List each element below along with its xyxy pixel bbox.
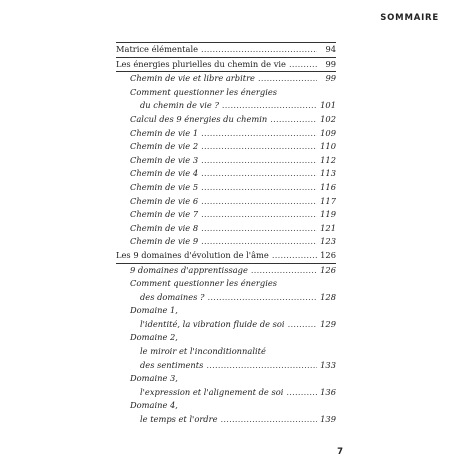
toc-entry-label: Chemin de vie 9 xyxy=(130,236,199,247)
dot-leader xyxy=(289,58,317,72)
dot-leader xyxy=(201,181,317,195)
toc-entry[interactable] xyxy=(116,86,336,100)
toc-entry-page: 128 xyxy=(320,291,336,302)
dot-leader xyxy=(288,318,317,332)
dot-leader xyxy=(201,235,317,249)
toc-entry-label: du chemin de vie ? xyxy=(140,100,219,111)
toc-entry-page: 117 xyxy=(320,195,336,206)
toc-entry[interactable] xyxy=(116,264,336,278)
toc-entry[interactable] xyxy=(116,331,336,345)
toc-entry[interactable] xyxy=(116,72,336,86)
dot-leader xyxy=(201,222,317,236)
toc-entry[interactable] xyxy=(116,372,336,386)
toc-entry-label: Chemin de vie 1 xyxy=(130,127,199,138)
toc-entry-page: 94 xyxy=(325,44,336,54)
toc-entry[interactable] xyxy=(116,167,336,181)
toc-entry-page: 136 xyxy=(320,386,336,397)
toc-entry[interactable] xyxy=(116,399,336,413)
toc-entry[interactable] xyxy=(116,277,336,291)
toc-entry-page: 126 xyxy=(320,249,336,260)
toc-entry-page: 116 xyxy=(320,181,336,192)
toc-entry-label: Les 9 domaines d'évolution de l'âme xyxy=(116,249,269,260)
dot-leader xyxy=(258,72,317,86)
toc-entry-page: 110 xyxy=(320,141,336,152)
toc-entry-page: 133 xyxy=(320,359,336,370)
dot-leader xyxy=(286,386,317,400)
running-header: SOMMAIRE xyxy=(380,13,439,23)
toc-entry-label: des domaines ? xyxy=(140,291,205,302)
toc-entry[interactable] xyxy=(116,99,336,113)
toc-entry[interactable] xyxy=(116,140,336,154)
toc-entry-label: l'expression et l'alignement de soi xyxy=(140,386,284,397)
toc-entry[interactable] xyxy=(116,304,336,318)
dot-leader xyxy=(270,113,317,127)
toc-entry[interactable] xyxy=(116,235,336,249)
dot-leader xyxy=(222,99,317,113)
toc-entry-page: 99 xyxy=(325,73,336,84)
toc-entry-label: Comment questionner les énergies xyxy=(130,278,278,289)
toc-entry[interactable] xyxy=(116,345,336,359)
toc-entry-label: Chemin de vie et libre arbitre xyxy=(130,73,255,84)
toc-entry-label: Chemin de vie 6 xyxy=(130,195,199,206)
dot-leader xyxy=(251,264,317,278)
toc-entry-label: Matrice élémentale xyxy=(116,44,199,54)
dot-leader xyxy=(201,195,317,209)
toc-entry-page: 112 xyxy=(320,154,336,165)
page-number: 7 xyxy=(337,447,343,457)
toc-entry[interactable] xyxy=(116,113,336,127)
toc-entry-page: 101 xyxy=(320,100,336,111)
toc-entry[interactable] xyxy=(116,386,336,400)
toc-entry-label: Domaine 4, xyxy=(130,400,178,411)
toc-entry-page: 119 xyxy=(320,209,336,220)
toc-entry-label: des sentiments xyxy=(140,359,204,370)
toc-entry[interactable] xyxy=(116,181,336,195)
dot-leader xyxy=(201,154,317,168)
dot-leader xyxy=(272,249,317,263)
toc-entry-label: Domaine 3, xyxy=(130,373,178,384)
toc-entry-label: Chemin de vie 4 xyxy=(130,168,199,179)
toc-entry-label: Chemin de vie 7 xyxy=(130,209,199,220)
toc-entry-label: le miroir et l'inconditionnalité xyxy=(140,346,266,357)
dot-leader xyxy=(206,359,317,373)
toc-entry[interactable] xyxy=(116,413,336,427)
toc-entry-label: Chemin de vie 2 xyxy=(130,141,199,152)
dot-leader xyxy=(201,43,317,57)
toc-entry-label: Domaine 2, xyxy=(130,332,178,343)
toc-entry[interactable] xyxy=(116,359,336,373)
toc-entry-page: 123 xyxy=(320,236,336,247)
dot-leader xyxy=(201,208,317,222)
dot-leader xyxy=(201,167,317,181)
toc-entry-page: 99 xyxy=(325,58,336,69)
toc-entry-label: Chemin de vie 5 xyxy=(130,181,199,192)
toc-entry[interactable] xyxy=(116,318,336,332)
toc-entry-label: Calcul des 9 énergies du chemin xyxy=(130,113,268,124)
dot-leader xyxy=(201,127,317,141)
toc-entry[interactable] xyxy=(116,43,336,57)
toc-entry-page: 102 xyxy=(320,113,336,124)
toc-entry-label: Domaine 1, xyxy=(130,305,178,316)
toc-entry-label: Chemin de vie 3 xyxy=(130,154,199,165)
toc-entry-label: 9 domaines d'apprentissage xyxy=(130,264,248,275)
toc-entry-page: 139 xyxy=(320,414,336,425)
toc-list xyxy=(116,43,336,427)
toc-entry[interactable] xyxy=(116,222,336,236)
dot-leader xyxy=(201,140,317,154)
toc-entry[interactable] xyxy=(116,154,336,168)
dot-leader xyxy=(208,291,318,305)
toc-entry[interactable] xyxy=(116,195,336,209)
toc-entry[interactable] xyxy=(116,249,336,263)
toc-entry-label: l'identité, la vibration fluide de soi xyxy=(140,318,285,329)
toc-entry-page: 129 xyxy=(320,318,336,329)
toc-entry-label: Chemin de vie 8 xyxy=(130,222,199,233)
toc-entry-label: le temps et l'ordre xyxy=(140,414,218,425)
table-of-contents xyxy=(116,42,336,427)
toc-entry[interactable] xyxy=(116,127,336,141)
toc-entry-label: Les énergies plurielles du chemin de vie xyxy=(116,58,286,69)
toc-entry-page: 126 xyxy=(320,264,336,275)
toc-entry[interactable] xyxy=(116,291,336,305)
toc-entry-page: 109 xyxy=(320,127,336,138)
toc-entry-page: 121 xyxy=(320,222,336,233)
dot-leader xyxy=(220,413,317,427)
toc-entry-label: Comment questionner les énergies xyxy=(130,86,278,97)
toc-entry-page: 113 xyxy=(320,168,336,179)
toc-entry[interactable] xyxy=(116,58,336,72)
toc-entry[interactable] xyxy=(116,208,336,222)
